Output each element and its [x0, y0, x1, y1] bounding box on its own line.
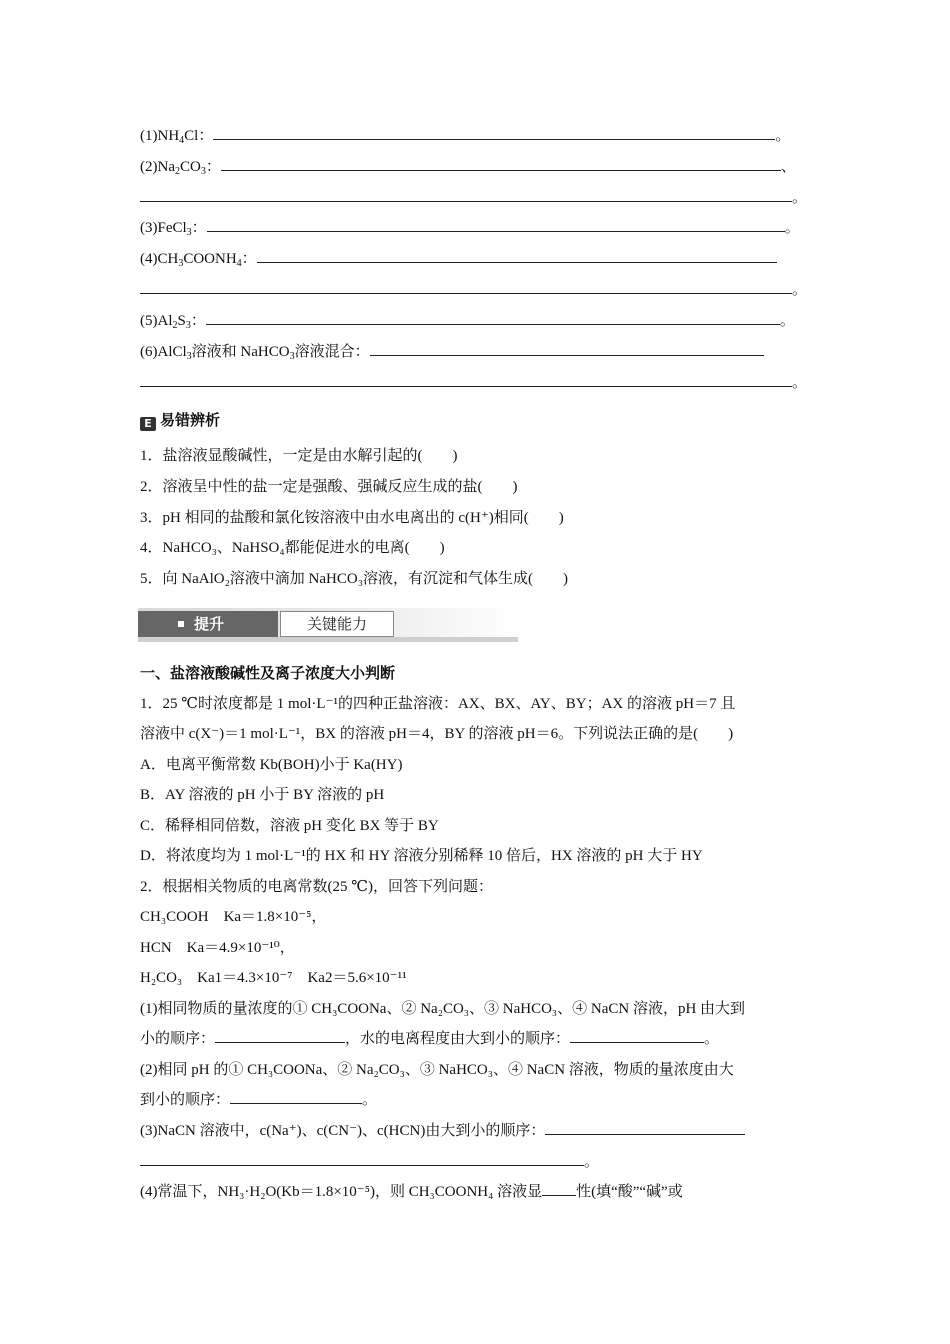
hydrolysis-q4: $(4)CH_3COONH_4$： [140, 249, 777, 274]
mistake-item-4: 4．NaHCO₃、NaHSO₄都能促进水的电离( ) [140, 540, 445, 556]
hydrolysis-q2: $(2)Na_2CO_3$： 、 [140, 159, 796, 177]
answer-blank[interactable] [213, 126, 775, 140]
answer-blank[interactable] [545, 1121, 745, 1135]
hydrolysis-q6-cont: 。 [140, 373, 807, 393]
problem1-line1: 1．25 ℃时浓度都是 1 mol·L⁻¹的四种正盐溶液：AX、BX、AY、BY；AX 的溶液 pH＝7 且 [140, 696, 736, 712]
answer-blank[interactable] [206, 311, 780, 325]
hydrolysis-q4-cont: 。 [140, 280, 807, 300]
answer-blank[interactable] [257, 249, 777, 263]
hydrolysis-q6: (6)AlCl$_3$溶液和 NaHCO$_3$溶液混合： [140, 342, 764, 367]
subq2-line2: 到小的顺序： 。 [140, 1092, 378, 1108]
answer-blank[interactable] [207, 218, 785, 232]
hydrolysis-q2-cont: 。 [140, 188, 807, 208]
answer-blank[interactable] [542, 1182, 576, 1196]
mistake-section-icon: E [140, 417, 156, 431]
constant-ch3cooh: CH₃COOH Ka＝1.8×10⁻⁵， [140, 909, 327, 925]
hydrolysis-q3: (3)FeCl$_3$： 。 [140, 220, 800, 238]
answer-blank[interactable] [140, 280, 792, 294]
hydrolysis-q1: $(1)NH_4Cl$： 。 [140, 128, 791, 146]
subq1-line1: (1)相同物质的量浓度的① CH₃COONa、② Na₂CO₃、③ NaHCO₃、④ NaCN 溶液，pH 由大到 [140, 1001, 746, 1017]
subq2-line1: (2)相同 pH 的① CH₃COONa、② Na₂CO₃、③ NaHCO₃、④ NaCN 溶液，物质的量浓度由大 [140, 1062, 734, 1078]
subq1-line2: 小的顺序： ，水的电离程度由大到小的顺序： 。 [140, 1031, 720, 1047]
answer-blank[interactable] [570, 1029, 704, 1043]
answer-blank[interactable] [230, 1090, 362, 1104]
answer-blank[interactable] [221, 157, 781, 171]
square-bullet-icon [178, 621, 184, 627]
subq3-line2: 。 [140, 1152, 599, 1172]
problem2-stem: 2．根据相关物质的电离常数(25 ℃)，回答下列问题： [140, 879, 494, 895]
answer-blank[interactable] [370, 342, 764, 356]
option-d: D．将浓度均为 1 mol·L⁻¹的 HX 和 HY 溶液分别稀释 10 倍后，HX 溶液的 pH 大于 HY [140, 848, 703, 864]
banner-left: 提升 [138, 611, 278, 637]
answer-blank[interactable] [140, 1152, 584, 1166]
option-a: A．电离平衡常数 Kb(BOH)小于 Ka(HY) [140, 757, 403, 773]
section-banner [138, 608, 518, 644]
section-title: 一、盐溶液酸碱性及离子浓度大小判断 [140, 664, 396, 682]
mistake-item-2: 2．溶液呈中性的盐一定是强酸、强碱反应生成的盐( ) [140, 479, 518, 495]
mistake-item-1: 1．盐溶液显酸碱性，一定是由水解引起的( ) [140, 448, 458, 464]
mistakes-heading: E 易错辨析 [140, 410, 220, 431]
constant-h2co3: H₂CO₃ Ka1＝4.3×10⁻⁷ Ka2＝5.6×10⁻¹¹ [140, 970, 407, 986]
mistake-item-5: 5．向 NaAlO₂溶液中滴加 NaHCO₃溶液，有沉淀和气体生成( ) [140, 571, 568, 587]
banner-right: 关键能力 [280, 611, 394, 637]
option-b: B．AY 溶液的 pH 小于 BY 溶液的 pH [140, 787, 385, 803]
answer-blank[interactable] [140, 373, 792, 387]
answer-blank[interactable] [215, 1029, 345, 1043]
subq4-line1: (4)常温下，NH₃·H₂O(Kb＝1.8×10⁻⁵)，则 CH₃COONH₄ 溶液显 性(填“酸”“碱”或 [140, 1184, 683, 1200]
subq3-line1: (3)NaCN 溶液中，c(Na⁺)、c(CN⁻)、c(HCN)由大到小的顺序： [140, 1121, 745, 1141]
hydrolysis-q5: $(5)Al_2S_3$： 。 [140, 313, 795, 331]
constant-hcn: HCN Ka＝4.9×10⁻¹⁰， [140, 940, 295, 956]
answer-blank[interactable] [140, 188, 792, 202]
option-c: C．稀释相同倍数，溶液 pH 变化 BX 等于 BY [140, 818, 439, 834]
problem1-line2: 溶液中 c(X⁻)＝1 mol·L⁻¹，BX 的溶液 pH＝4，BY 的溶液 pH＝6。下列说法正确的是( ) [140, 726, 734, 742]
mistake-item-3: 3．pH 相同的盐酸和氯化铵溶液中由水电离出的 c(H⁺)相同( ) [140, 510, 564, 526]
